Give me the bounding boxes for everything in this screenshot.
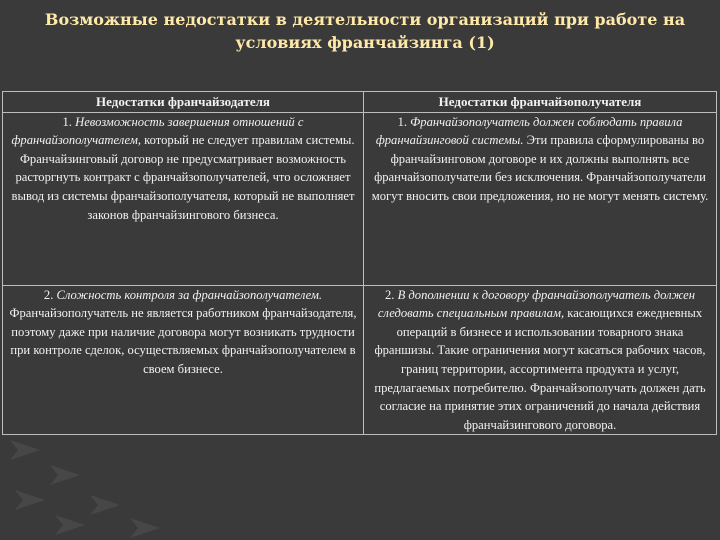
header-franchisor: Недостатки франчайзодателя (3, 92, 364, 113)
table-cell (364, 285, 717, 435)
table-row (3, 285, 717, 435)
table-header-row (3, 92, 717, 113)
item-number: 1. (62, 114, 76, 129)
item-number: 1. (397, 114, 411, 129)
item-lead: Сложность контроля за франчайзополучателем. (56, 287, 323, 302)
slide-title (40, 8, 690, 54)
table-cell (3, 285, 364, 435)
comparison-table (2, 91, 717, 435)
table-cell (3, 112, 364, 285)
table-cell (364, 112, 717, 285)
item-lead: Невозможность завершения отношений с франчайзополучателем, (11, 114, 304, 148)
item-text: касающихся ежедневных операций в бизнесе и использовании товарного знака франшизы. Такие ограничения могут касаться рабочих часов, границ территории, ассортимента продукта и услуг, предлагаемых потребителю. Франчайзополучать должен дать согласие на принятие этих ограничений до начала действия франчайзингового договора. (374, 306, 706, 432)
item-text: Франчайзополучатель не является работником франчайзодателя, поэтому даже при наличие договора могут возникать трудности при контроле сделок, осуществляемых франчайзополучателем в своем бизнесе. (9, 306, 357, 376)
item-text: Эти правила сформулированы во франчайзинговом договоре и их должны выполнять все франчайзополучатели без исключения. Франчайзополучатели могут вносить свои предложения, но не могут менять систему. (371, 133, 709, 203)
item-lead: В дополнении к договору франчайзополучатель должен следовать специальным правилам, (377, 287, 695, 321)
item-text: который не следует правилам системы. Франчайзинговый договор не предусматривает возможность расторгнуть контракт с франчайзополучателей, что осложняет вывод из системы франчайзополучателя, который не выполняет законов франчайзингового бизнеса. (11, 133, 355, 222)
slide-title-line-2: условиях франчайзинга (1) (235, 33, 495, 52)
table-row (3, 112, 717, 285)
item-number: 2. (385, 287, 398, 302)
item-lead: Франчайзополучатель должен соблюдать правила франчайзинговой системы. (375, 114, 683, 148)
item-number: 2. (43, 287, 57, 302)
header-franchisee: Недостатки франчайзополучателя (364, 92, 717, 113)
slide-title-line-1: Возможные недостатки в деятельности организаций при работе на (44, 10, 686, 29)
background-arrow-pattern (0, 420, 200, 540)
